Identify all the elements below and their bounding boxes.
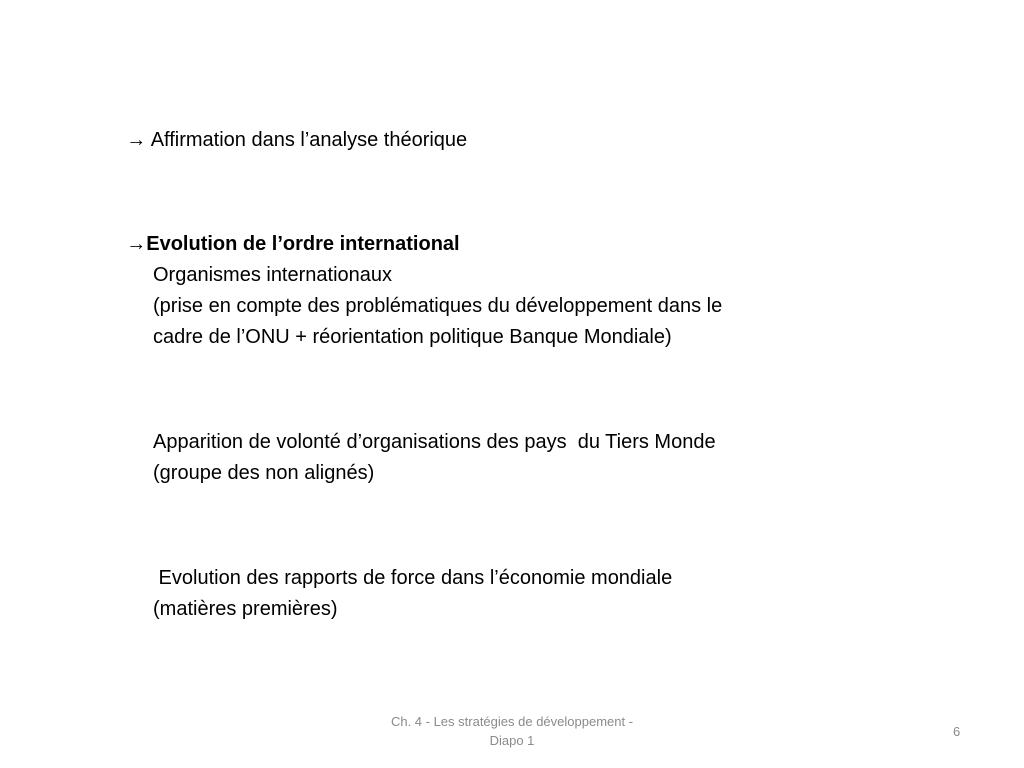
point-evolution-ordre-text: Evolution de l’ordre international [146, 233, 460, 255]
point-affirmation-text: Affirmation dans l’analyse théorique [146, 129, 468, 151]
footer-text [340, 712, 684, 750]
organismes-detail-1: (prise en compte des problématiques du développement dans le [153, 295, 723, 317]
arrow-right-icon: → [126, 129, 147, 151]
apparition-title: Apparition de volonté d’organisations des pays du Tiers Monde [153, 431, 716, 453]
footer-line-1: Ch. 4 - Les stratégies de développement - [390, 714, 634, 729]
page-number: 6 [953, 724, 961, 739]
footer-line-2: Diapo 1 [489, 733, 535, 748]
point-affirmation [104, 94, 467, 187]
organismes-title: Organismes internationaux [153, 264, 393, 286]
arrow-right-icon: → [126, 233, 147, 255]
organismes-detail-2: cadre de l’ONU + réorientation politique Banque Mondiale) [153, 326, 672, 348]
apparition-detail: (groupe des non alignés) [153, 462, 375, 484]
rapports-detail: (matières premières) [153, 598, 338, 620]
rapports-title: Evolution des rapports de force dans l’économie mondiale [153, 567, 673, 589]
